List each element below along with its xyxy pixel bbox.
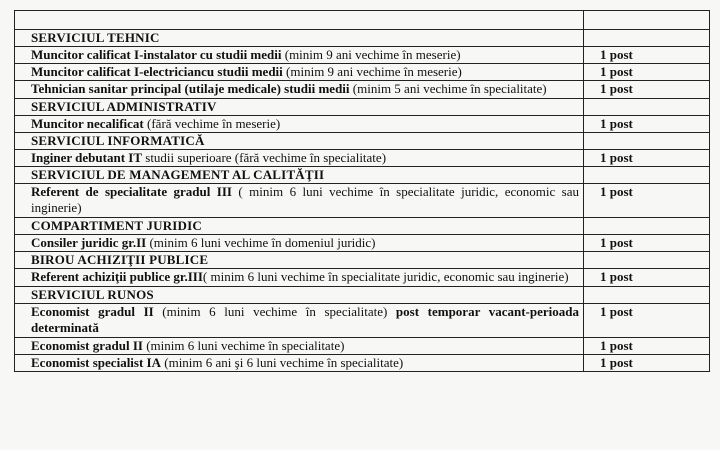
position-title: Consiler juridic gr.II [31,235,147,250]
post-count: 1 post [584,304,710,338]
section-row [15,287,710,304]
section-title: SERVICIUL INFORMATICĂ [15,133,584,150]
post-count: 1 post [584,81,710,99]
table-row [15,64,710,81]
section-row [15,167,710,184]
position-cell [15,116,584,133]
position-detail: (minim 6 ani şi 6 luni vechime în specialitate) [161,355,404,370]
table-row [15,338,710,355]
position-title: Economist gradul II [31,304,154,319]
table-row [15,269,710,287]
position-cell [15,355,584,372]
position-title: Muncitor necalificat [31,116,144,131]
position-cell [15,64,584,81]
position-detail: (minim 6 luni vechime în specialitate) [153,304,396,319]
position-cell [15,81,584,99]
position-title: Economist gradul II [31,338,143,353]
position-detail: studii superioare (fără vechime în specialitate) [142,150,387,165]
empty-count-cell [584,30,710,47]
post-count: 1 post [584,64,710,81]
empty-count-cell [584,287,710,304]
position-detail: (minim 9 ani vechime în meserie) [282,64,462,79]
section-title: BIROU ACHIZIŢII PUBLICE [15,252,584,269]
position-cell [15,184,584,218]
section-title: SERVICIUL TEHNIC [15,30,584,47]
position-title: Muncitor calificat I-instalator cu studii medii [31,47,282,62]
position-title: Referent achiziţii publice gr.III [31,269,203,284]
position-title: Muncitor calificat I-electriciancu studii medii [31,64,283,79]
section-row [15,30,710,47]
position-detail: (minim 5 ani vechime în specialitate) [349,81,547,96]
empty-count-cell [584,218,710,235]
post-count: 1 post [584,355,710,372]
post-count: 1 post [584,338,710,355]
position-detail: (minim 9 ani vechime în meserie) [281,47,461,62]
post-count: 1 post [584,150,710,167]
section-row [15,252,710,269]
post-count: 1 post [584,47,710,64]
table-row [15,355,710,372]
section-title: SERVICIUL DE MANAGEMENT AL CALITĂŢII [15,167,584,184]
table-row [15,235,710,252]
position-title: Economist specialist IA [31,355,161,370]
table-row [15,184,710,218]
position-cell [15,338,584,355]
position-detail: ( minim 6 luni vechime în specialitate juridic, economic sau inginerie) [202,269,569,284]
spacer-cell [584,11,710,30]
table-row [15,47,710,64]
section-title: SERVICIUL ADMINISTRATIV [15,99,584,116]
post-count: 1 post [584,116,710,133]
section-title: SERVICIUL RUNOS [15,287,584,304]
position-note: post temporar vacant-perioada determinată [31,304,579,335]
position-detail: (minim 6 luni vechime în specialitate) [142,338,345,353]
position-title: Tehnician sanitar principal (utilaje medicale) studii medii [31,81,350,96]
position-cell [15,235,584,252]
post-count: 1 post [584,184,710,218]
table-row [15,116,710,133]
position-cell [15,304,584,338]
position-detail: (minim 6 luni vechime în domeniul juridic) [146,235,376,250]
section-row [15,133,710,150]
section-row [15,218,710,235]
post-count: 1 post [584,235,710,252]
section-title: COMPARTIMENT JURIDIC [15,218,584,235]
table-row [15,304,710,338]
empty-count-cell [584,167,710,184]
position-title: Referent de specialitate gradul III [31,184,232,199]
job-posts-document [14,10,708,372]
table-header-spacer-row [15,11,710,30]
empty-count-cell [584,133,710,150]
position-detail: (fără vechime în meserie) [143,116,281,131]
position-cell [15,269,584,287]
position-detail: ( minim 6 luni vechime în specialitate juridic, economic sau inginerie) [31,184,579,215]
job-posts-table [14,10,710,372]
position-title: Inginer debutant IT [31,150,143,165]
post-count: 1 post [584,269,710,287]
section-row [15,99,710,116]
table-row [15,150,710,167]
position-cell [15,47,584,64]
spacer-cell [15,11,584,30]
empty-count-cell [584,252,710,269]
table-row [15,81,710,99]
position-cell [15,150,584,167]
empty-count-cell [584,99,710,116]
